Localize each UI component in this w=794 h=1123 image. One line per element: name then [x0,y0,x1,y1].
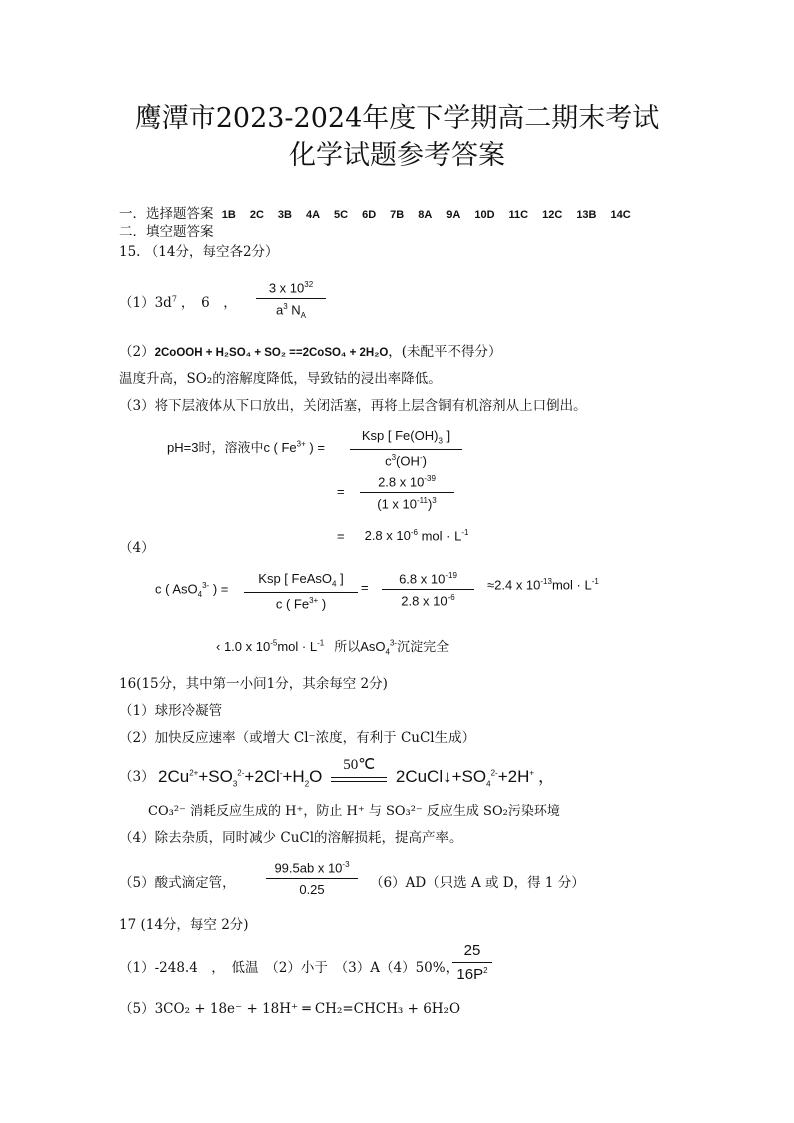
fraction-numerator: Ksp [ $Fe(OH)_3$ ] [361,428,451,446]
q15-ksp-feoh3-fraction [350,428,462,468]
reaction-arrow [331,756,387,788]
mc-answer-list [222,209,645,221]
q15-part2 [119,340,502,360]
fraction-bar [360,492,454,493]
q16-part2: （2）加快反应速率（或增大 Cl⁻浓度，有利于 CuCl生成） [119,730,476,746]
q15-ph-expression: pH=3时，溶液中c ( $Fe^{3+}$ ) = [167,439,325,455]
fraction-bar [382,589,474,590]
fraction-denominator: $c^3(OH^-)$ [385,452,427,468]
q16-part4: （4）除去杂质，同时减少 CuCl的溶解损耗，提高产率。 [119,830,463,846]
fraction-bar [452,962,492,963]
q15-p1-text: （1）3d [119,295,172,311]
q15-ksp-feaso4-fraction [244,571,358,611]
q15-p2-note: ，(未配平不得分） [388,344,502,360]
mc-answer: 10D [474,209,495,221]
mc-answer: 12C [542,209,563,221]
q17-kp-fraction [452,942,492,983]
mc-answer: 9A [446,209,461,221]
q15-density-fraction [256,280,326,320]
q15-part2-line2: 温度升高，SO₂的溶解度降低，导致钴的浸出率降低。 [119,371,442,387]
fraction-numerator: Ksp [ FeAsO$_4$ ] [258,571,344,589]
q15-precipitation-conclusion: ‹ 1.0 x $10^{-5}mol \cdot L^{-1}$ 所以AsO$_4^{3-}$沉淀完全 [216,638,450,657]
fraction-numerator: 6.8 x $10^{-19}$ [399,571,457,587]
fraction-denominator: $a^3$ $N_A$ [275,302,307,321]
q15-value-fraction [360,474,454,512]
fraction-denominator: 0.25 [299,882,325,898]
q15-fe-result: = 2.8 x $10^{-6}$ mol · $L^{-1}$ [337,528,469,544]
q15-aso4-approx: ≈2.4 x $10^{-13}mol \cdot L^{-1}$ [487,577,599,593]
fraction-bar [244,592,358,593]
q16-heading: 16(15分，其中第一小问1分，其余每空 2分) [119,676,388,692]
fraction-numerator: 3 x $10^{32}$ [268,280,314,296]
q15-p2-label: （2） [119,344,155,360]
equals-sign: = [361,580,369,595]
q16-purity-fraction [266,860,358,897]
fraction-denominator: $16P^2$ [456,966,488,983]
q16-part3-note: CO₃²⁻ 消耗反应生成的 H⁺，防止 H⁺ 与 SO₃²⁻ 反应生成 SO₂污染环境 [148,804,560,819]
q16-part5: （5）酸式滴定管， [119,875,236,891]
section-mc-label: 一．选择题答案 [119,206,214,222]
reaction-condition: 50℃ [343,756,376,773]
sup: 7 [171,294,177,304]
fraction-denominator: (1 x $10^{-11})^3$ [377,496,437,512]
fraction-numerator: 25 [463,942,481,959]
mc-answer: 3B [277,209,292,221]
q15-aso4-value-fraction [382,571,474,609]
q17-heading: 17 (14分，每空 2分) [119,917,249,933]
fraction-bar [266,878,358,879]
q15-part3: （3）将下层液体从下口放出，关闭活塞，再将上层含铜有机溶剂从上口倒出。 [119,398,587,414]
page-subtitle: 化学试题参考答案 [289,140,505,171]
mc-answer: 4A [305,209,321,221]
section-fill-label: 二．填空题答案 [119,224,214,240]
mc-answer: 5C [334,209,349,221]
fraction-numerator: 2.8 x $10^{-39}$ [378,474,436,490]
fraction-numerator: 99.5ab x $10^{-3}$ [274,860,350,876]
mc-answer: 11C [508,209,529,221]
q17-part5: （5）3CO₂ + 18e⁻ + 18H⁺ ═ CH₂=CHCH₃ + 6H₂O [119,1001,461,1017]
q16-part3-equation: $2Cu^{2+}+SO_3^{2-}+2Cl^-+H_2O$ 50℃ $2CuCl↓+SO_4^{2-}+2H^+$ ， [158,756,556,789]
q16-part6: （6）AD（只选 A 或 D，得 1 分） [370,875,585,891]
mc-answer: 2C [249,209,264,221]
fraction-denominator: 2.8 x $10^{-6}$ [401,593,455,609]
q15-p1-mid: ， 6 ， [180,295,237,311]
mc-answer: 6D [362,209,377,221]
mc-answer: 13B [576,209,597,221]
mc-answer: 7B [390,209,405,221]
section-mc [119,202,645,222]
fraction-bar [350,449,462,450]
fraction-bar [256,298,326,299]
fraction-denominator: c ( $Fe^{3+}$ ) [275,595,327,611]
q15-part4-label: （4） [119,540,155,556]
equals-sign: = [337,484,345,499]
q17-parts-1-4: （1）-248.4 ， 低温 （2）小于 （3）A（4）50%， [119,960,460,976]
mc-answer: 14C [610,209,631,221]
mc-answer: 8A [418,209,433,221]
page-title: 鹰潭市2023-2024年度下学期高二期末考试 [134,103,660,134]
q15-heading: 15. （14分，每空各2分） [119,244,279,260]
q15-part1 [119,291,237,311]
q15-p2-equation: 2CoOOH + H₂SO₄ + SO₂ ==2CoSO₄ + 2H₂O [154,347,389,359]
q16-part3-label: （3） [119,769,155,785]
mc-answer: 1B [221,209,236,221]
q16-part1: （1）球形冷凝管 [119,703,223,719]
q15-aso4-expression: c ( AsO$_4^{3-}$ ) = [155,581,229,599]
